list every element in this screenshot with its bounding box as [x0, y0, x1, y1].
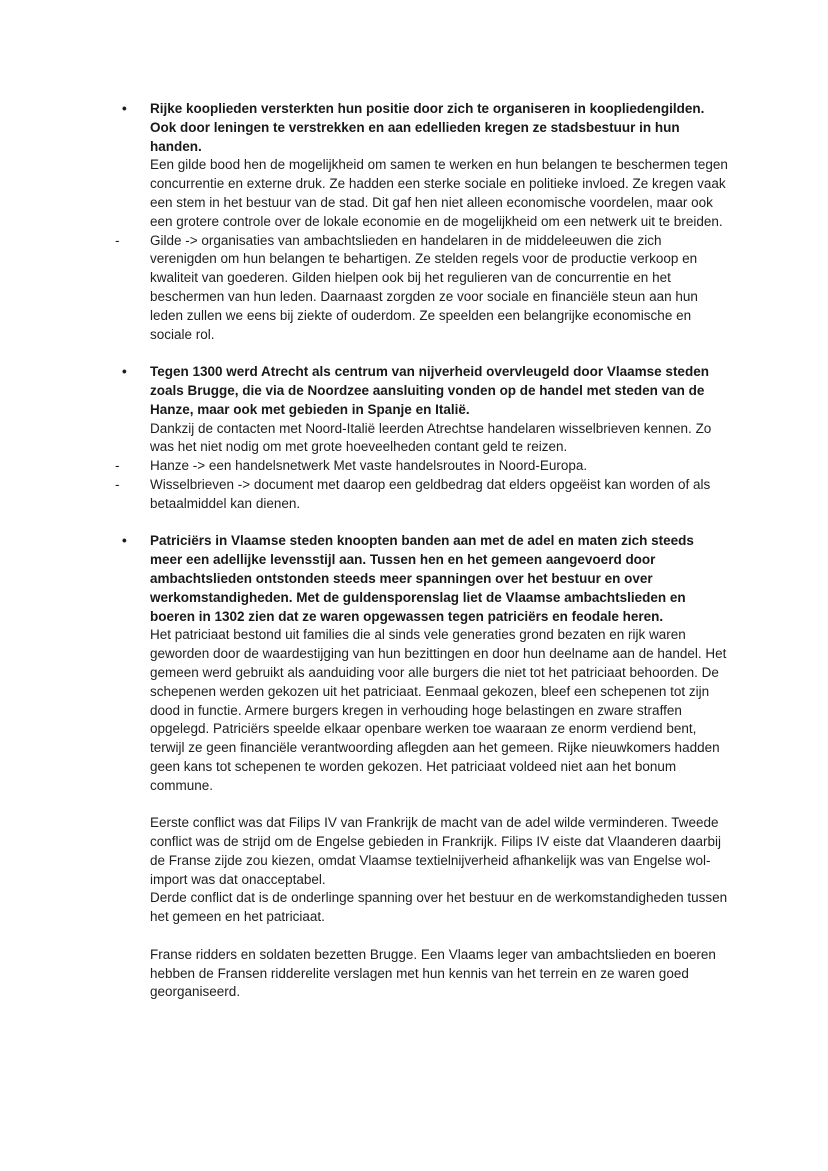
dash-item-text	[150, 457, 728, 476]
dash-icon: -	[115, 232, 120, 248]
paragraph-line: Franse ridders en soldaten bezetten Brugge. Een Vlaams leger van ambachtslieden en boeren hebben de Fransen ridderelite verslagen met hun kennis van het terrein en ze waren goed georganiseerd.	[150, 946, 716, 1000]
bullet-item-kooplieden	[115, 100, 728, 232]
dash-item-text	[150, 232, 728, 345]
bullet-item-text	[150, 100, 728, 232]
paragraph-conflicten	[150, 814, 728, 927]
paragraph-franse-ridders	[150, 946, 728, 1002]
dash-text: Hanze -> een handelsnetwerk Met vaste handelsroutes in Noord-Europa.	[150, 458, 588, 474]
blank-line	[115, 514, 728, 533]
bullet-icon: •	[122, 364, 127, 380]
blank-line	[115, 795, 728, 814]
dash-icon: -	[115, 476, 120, 492]
bullet-body: Dankzij de contacten met Noord-Italië leerden Atrechtse handelaren wisselbrieven kennen. Zo was het niet nodig om met grote hoeveelheden contant geld te reizen.	[150, 420, 712, 455]
dash-icon: -	[115, 458, 120, 474]
bullet-heading: Patriciërs in Vlaamse steden knoopten banden aan met de adel en maten zich steeds meer een adellijke levensstijl aan. Tussen hen en het gemeen aangevoerd door ambachtslieden ontstonden steeds meer spanningen over het bestuur en over werkomstandigheden. Met de guldensporenslag liet de Vlaamse ambachtslieden en boeren in 1302 zien dat ze waren opgewassen tegen patriciërs en feodale heren.	[150, 533, 694, 624]
bullet-item-atrecht	[115, 363, 728, 457]
document-content	[115, 100, 728, 1002]
paragraph-line: Derde conflict dat is de onderlinge spanning over het bestuur en de werkomstandigheden tussen het gemeen en het patriciaat.	[150, 890, 728, 925]
bullet-icon: •	[122, 533, 127, 549]
blank-line	[115, 927, 728, 946]
dash-text: Wisselbrieven -> document met daarop een geldbedrag dat elders opgeëist kan worden of als betaalmiddel kan dienen.	[150, 476, 711, 511]
bullet-item-patriciers	[115, 532, 728, 795]
dash-text: Gilde -> organisaties van ambachtslieden en handelaren in de middeleeuwen die zich verenigden om hun belangen te behartigen. Ze stelden regels voor de productie verkoop en kwaliteit van goederen. Gilden hielpen ook bij het regulieren van de concurrentie en het beschermen van hun leden. Daarnaast zorgden ze voor sociale en financiële steun aan hun leden zullen we eens bij ziekte of ouderdom. Ze speelden een belangrijke economische en sociale rol.	[150, 232, 698, 342]
bullet-heading: Tegen 1300 werd Atrecht als centrum van nijverheid overvleugeld door Vlaamse steden zoals Brugge, die via de Noordzee aansluiting vonden op de handel met steden van de Hanze, maar ook met gebieden in Spanje en Italië.	[150, 364, 709, 417]
blank-line	[115, 344, 728, 363]
dash-item-hanze	[115, 457, 728, 476]
bullet-item-text	[150, 363, 728, 457]
bullet-body: Het patriciaat bestond uit families die al sinds vele generaties grond bezaten en rijk waren geworden door de waardestijging van hun bezittingen en door hun deelname aan de handel. Het gemeen werd gebruikt als aanduiding voor alle burgers die niet tot het patriciaat behoorden. De schepenen werden gekozen uit het patriciaat. Eenmaal gekozen, bleef een schepenen tot zijn dood in functie. Armere burgers kregen in verhouding hoge belastingen en zware straffen opgelegd. Patriciërs speelde elkaar openbare werken toe waaraan ze enorm verdiend bent, terwijl ze geen financiële verantwoording aflegden aan het gemeen. Rijke nieuwkomers hadden geen kans tot schepenen te worden gekozen. Het patriciaat voldeed niet aan het bonum commune.	[150, 627, 727, 793]
bullet-item-text	[150, 532, 728, 795]
bullet-body: Een gilde bood hen de mogelijkheid om samen te werken en hun belangen te beschermen tegen concurrentie en externe druk. Ze hadden een sterke sociale en politieke invloed. Ze kregen vaak een stem in het bestuur van de stad. Dit gaf hen niet alleen economische voordelen, maar ook een grotere controle over de lokale economie en de mogelijkheid om een netwerk uit te breiden.	[150, 157, 728, 229]
dash-item-wisselbrieven	[115, 476, 728, 514]
paragraph-line: Eerste conflict was dat Filips IV van Frankrijk de macht van de adel wilde verminderen. Tweede conflict was de strijd om de Engelse gebieden in Frankrijk. Filips IV eiste dat Vlaanderen daarbij de Franse zijde zou kiezen, omdat Vlaamse textielnijverheid afhankelijk was van Engelse wol-import was dat onacceptabel.	[150, 815, 722, 887]
bullet-heading: Rijke kooplieden versterkten hun positie door zich te organiseren in koopliedengilden. Ook door leningen te verstrekken en aan edellieden kregen ze stadsbestuur in hun handen.	[150, 101, 705, 154]
dash-item-gilde	[115, 232, 728, 345]
dash-item-text	[150, 476, 728, 514]
bullet-icon: •	[122, 101, 127, 116]
